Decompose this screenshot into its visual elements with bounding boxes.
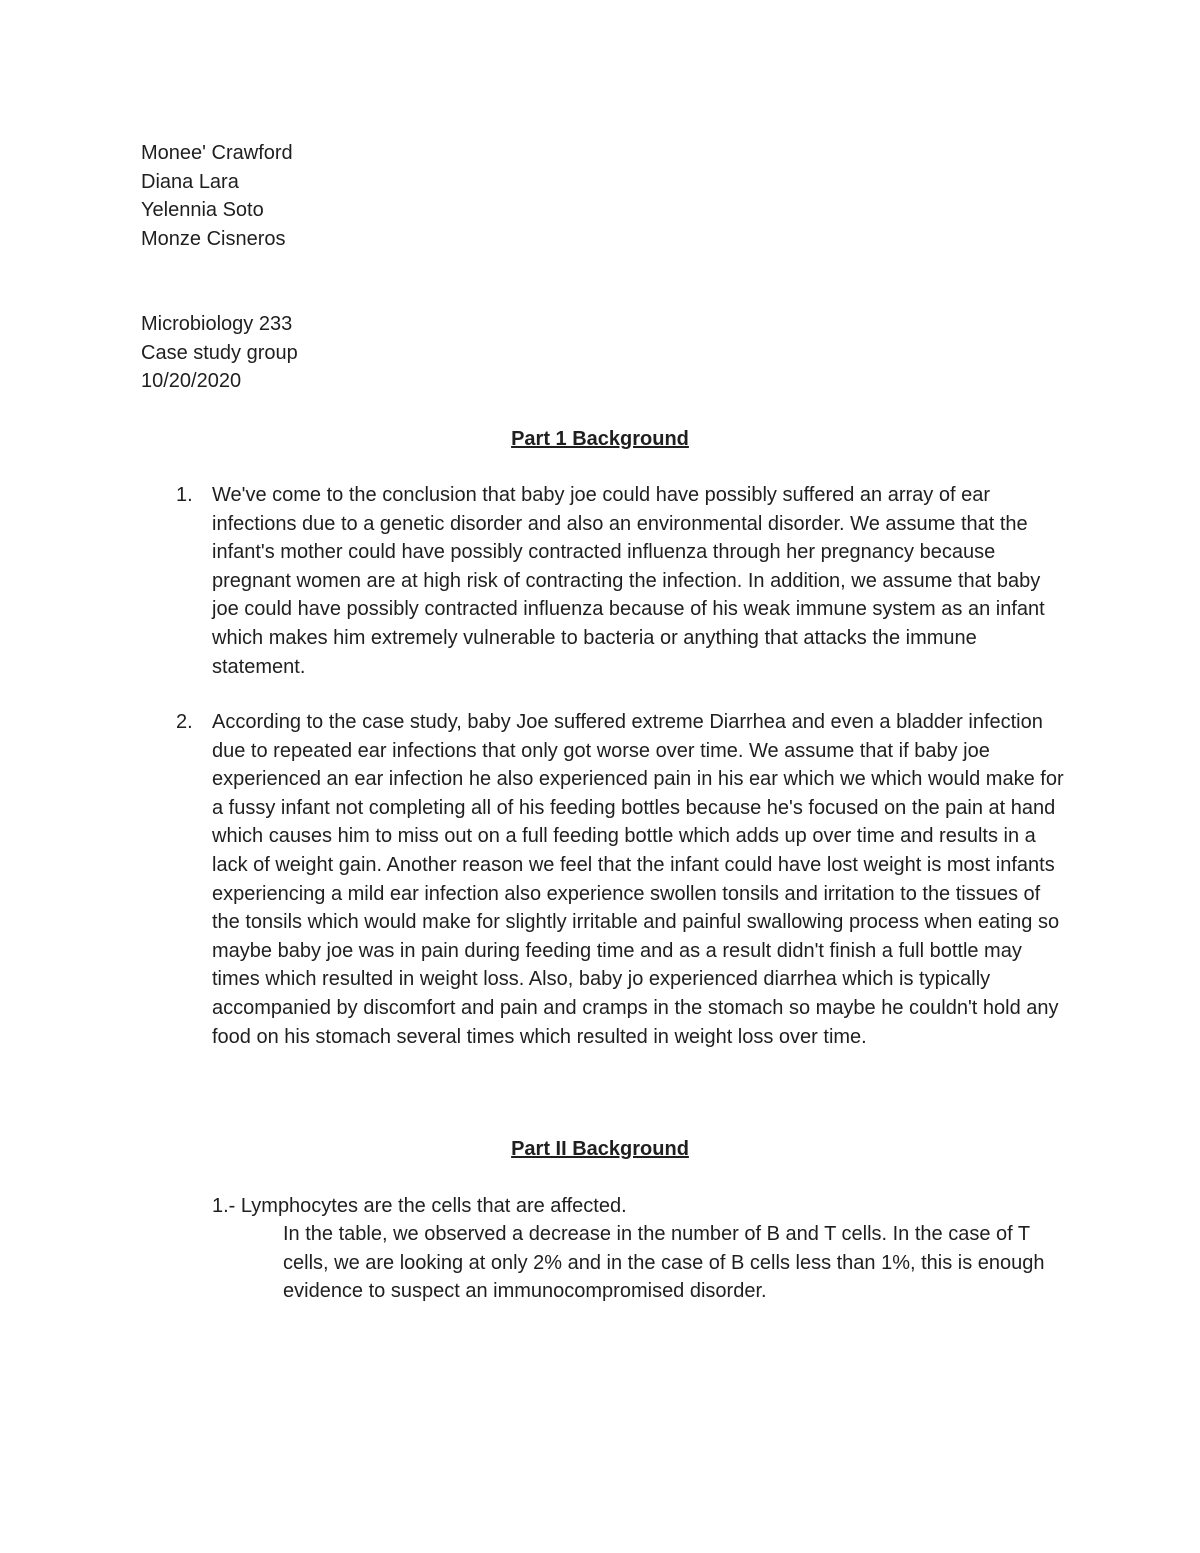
course-name: Microbiology 233: [141, 313, 293, 335]
course-group: Case study group: [141, 341, 298, 364]
part2-heading: Part II Background: [511, 1138, 689, 1160]
author-name: Monee' Crawford: [141, 142, 293, 164]
list-number: 2.: [176, 711, 193, 733]
list-item-text: We've come to the conclusion that baby joe could have possibly suffered an array of ear infections due to a genetic disorder and also an environmental disorder. We assume that the infant's mother could have possibly contracted influenza through her pregnancy because pregnant women are at high risk of contracting the infection. In addition, we assume that baby joe could have possibly contracted influenza because of his weak immune system as an infant which makes him extremely vulnerable to bacteria or anything that attacks the immune statement.: [212, 484, 1045, 678]
list-number: 1.: [176, 484, 193, 506]
course-info: [141, 310, 298, 396]
author-name: Diana Lara: [141, 170, 239, 193]
part2-item-line: 1.- Lymphocytes are the cells that are affected.: [212, 1195, 627, 1217]
author-list: [141, 139, 293, 253]
part2-item-body: In the table, we observed a decrease in the number of B and T cells. In the case of T cells, we are looking at only 2% and in the case of B cells less than 1%, this is enough evidence to suspect an immunocompromised disorder.: [283, 1223, 1045, 1303]
list-item-text: According to the case study, baby Joe suffered extreme Diarrhea and even a bladder infection due to repeated ear infections that only got worse over time. We assume that if baby joe experienced an ear infection he also experienced pain in his ear which we which would make for a fussy infant not completing all of his feeding bottles because he's focused on the pain at hand which causes him to miss out on a full feeding bottle which adds up over time and results in a lack of weight gain. Another reason we feel that the infant could have lost weight is most infants experiencing a mild ear infection also experience swollen tonsils and irritation to the tissues of the tonsils which would make for slightly irritable and painful swallowing process when eating so maybe baby joe was in pain during feeding time and as a result didn't finish a full bottle may times which resulted in weight loss. Also, baby jo experienced diarrhea which is typically accompanied by discomfort and pain and cramps in the stomach so maybe he couldn't hold any food on his stomach several times which resulted in weight loss over time.: [212, 711, 1064, 1048]
document-date: 10/20/2020: [141, 370, 242, 393]
part1-heading: Part 1 Background: [511, 428, 689, 450]
author-name: Yelennia Soto: [141, 199, 264, 222]
author-name: Monze Cisneros: [141, 227, 286, 250]
